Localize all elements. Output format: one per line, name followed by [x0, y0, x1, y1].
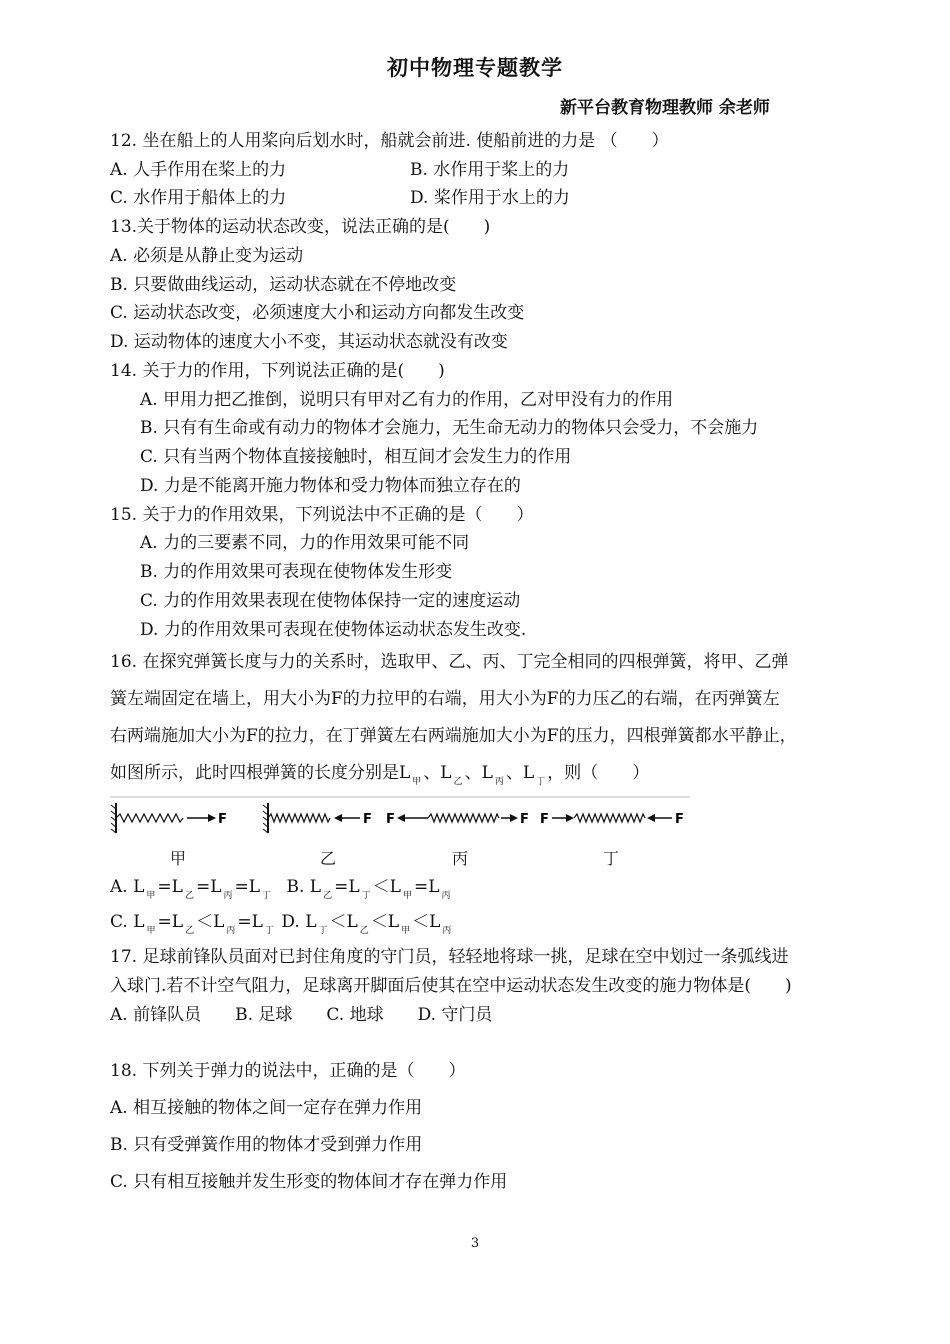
q16-option-b: B. L	[286, 877, 322, 897]
q16-option-a: A. L	[110, 877, 145, 897]
subscript-bing: 丙	[442, 926, 452, 936]
subscript-bing: 丙	[226, 926, 236, 936]
q16-option-c: ＜L	[196, 912, 225, 932]
q13-option-c: C. 运动状态改变，必须速度大小和运动方向都发生改变	[110, 303, 525, 323]
q16-options-cd	[110, 911, 453, 936]
figure-label-jia: 甲	[170, 849, 187, 868]
q15-option-c: C. 力的作用效果表现在使物体保持一定的速度运动	[140, 591, 521, 611]
q16-option-c: =L	[237, 912, 263, 932]
spring-coil	[574, 814, 645, 822]
force-label: F	[520, 812, 529, 827]
q16-line-4-text: ，则（ ）	[547, 763, 650, 783]
q18-option-c: C. 只有相互接触并发生形变的物体间才存在弹力作用	[110, 1172, 508, 1192]
q16-option-b: ＜L	[372, 877, 401, 897]
figure-label-bing: 丙	[452, 849, 469, 868]
q13-option-a: A. 必须是从静止变为运动	[110, 246, 304, 266]
q13-stem: 13.关于物体的运动状态改变，说法正确的是( )	[110, 217, 491, 237]
q16-option-d: ＜L	[412, 912, 441, 932]
spring-coil	[268, 814, 330, 822]
q13-option-b: B. 只要做曲线运动，运动状态就在不停地改变	[110, 275, 457, 295]
subscript-ding: 丁	[262, 891, 272, 901]
q16-line-4-text: 如图所示，此时四根弹簧的长度分别是L	[110, 763, 411, 783]
q12-option-c: C. 水作用于船体上的力	[110, 188, 287, 208]
subscript-ding: 丁	[264, 926, 274, 936]
q18-option-b: B. 只有受弹簧作用的物体才受到弹力作用	[110, 1135, 423, 1155]
q14-option-a: A. 甲用力把乙推倒，说明只有甲对乙有力的作用，乙对甲没有力的作用	[140, 390, 674, 410]
subscript-yi: 乙	[453, 777, 463, 787]
spring-yi	[263, 803, 372, 833]
q17-line-2: 入球门.若不计空气阻力，足球离开脚面后使其在空中运动状态发生改变的施力物体是( )	[110, 976, 792, 996]
q16-option-b: =L	[334, 877, 360, 897]
spring-coil	[116, 814, 183, 822]
spring-jia	[111, 803, 227, 833]
q17-line-1: 17. 足球前锋队员面对已封住角度的守门员，轻轻地将球一挑，足球在空中划过一条弧线进	[110, 947, 789, 967]
q16-options-ab	[110, 876, 453, 901]
arrow-head	[647, 814, 655, 822]
q16-line-2: 簧左端固定在墙上，用大小为F的力拉甲的右端，用大小为F的力压乙的右端，在丙弹簧左	[110, 689, 780, 709]
subscript-yi: 乙	[359, 926, 369, 936]
q16-option-a: =L	[195, 877, 222, 897]
q16-line-4-text: 、L	[423, 763, 452, 783]
q16-option-b: =L	[413, 877, 440, 897]
spring-ding	[540, 812, 684, 827]
q16-line-4-text: 、L	[464, 763, 493, 783]
q12-stem: 12. 坐在船上的人用桨向后划水时，船就会前进. 使船前进的力是 （ ）	[110, 131, 669, 151]
subscript-jia: 甲	[401, 926, 411, 936]
subscript-ding: 丁	[361, 891, 371, 901]
q16-option-c: C. L	[110, 912, 145, 932]
q16-option-d: ＜L	[370, 912, 400, 932]
force-label: F	[218, 812, 227, 827]
subscript-jia: 甲	[146, 891, 156, 901]
spring-coil	[428, 814, 499, 822]
force-label: F	[675, 812, 684, 827]
q16-option-a: =L	[234, 877, 261, 897]
subscript-jia: 甲	[146, 926, 156, 936]
q12-option-b: B. 水作用于桨上的力	[410, 160, 570, 180]
q16-line-3: 右两端施加大小为F的拉力，在丁弹簧左右两端施加大小为F的压力，四根弹簧都水平静止，	[110, 726, 797, 746]
arrow-head	[510, 814, 518, 822]
arrow-head	[208, 814, 216, 822]
q18-option-a: A. 相互接触的物体之间一定存在弹力作用	[110, 1098, 423, 1118]
subscript-ding: 丁	[318, 926, 328, 936]
figure-label-ding: 丁	[603, 849, 620, 868]
figure-label-yi: 乙	[320, 849, 337, 868]
page-number: 3	[470, 1236, 480, 1251]
q16-line-4	[110, 762, 649, 787]
arrow-head	[397, 814, 405, 822]
q16-option-d: D. L	[281, 912, 317, 932]
q14-option-d: D. 力是不能离开施力物体和受力物体而独立存在的	[140, 476, 521, 496]
q14-option-b: B. 只有有生命或有动力的物体才会施力，无生命无动力的物体只会受力，不会施力	[140, 418, 759, 438]
subscript-yi: 乙	[185, 926, 195, 936]
q16-option-a: =L	[157, 877, 183, 897]
springs-figure	[110, 795, 690, 840]
q14-option-c: C. 只有当两个物体直接接触时，相互间才会发生力的作用	[140, 447, 572, 467]
q17-options: A. 前锋队员 B. 足球 C. 地球 D. 守门员	[110, 1005, 493, 1025]
force-label: F	[540, 812, 549, 827]
subscript-bing: 丙	[223, 891, 233, 901]
q15-stem: 15. 关于力的作用效果，下列说法中不正确的是（ ）	[110, 505, 534, 525]
subscript-ding: 丁	[536, 777, 546, 787]
subscript-jia: 甲	[412, 777, 422, 787]
q16-option-d: ＜L	[329, 912, 358, 932]
subscript-yi: 乙	[184, 891, 194, 901]
q15-option-a: A. 力的三要素不同，力的作用效果可能不同	[140, 533, 470, 553]
subscript-jia: 甲	[402, 891, 412, 901]
subscript-yi: 乙	[323, 891, 333, 901]
q12-option-d: D. 桨作用于水上的力	[410, 188, 570, 208]
q15-option-b: B. 力的作用效果可表现在使物体发生形变	[140, 562, 453, 582]
spring-bing	[386, 812, 529, 827]
page-title: 初中物理专题教学	[387, 56, 563, 80]
q16-line-4-text: 、L	[505, 763, 535, 783]
q12-options-cd	[110, 187, 570, 209]
force-label: F	[363, 812, 372, 827]
force-label: F	[386, 812, 395, 827]
subscript-bing: 丙	[441, 891, 451, 901]
q12-option-a: A. 人手作用在桨上的力	[110, 160, 287, 180]
q18-stem: 18. 下列关于弹力的说法中，正确的是（ ）	[110, 1061, 466, 1081]
arrow-head	[566, 814, 574, 822]
author-line: 新平台教育物理教师 余老师	[560, 98, 770, 118]
q16-option-c: =L	[157, 912, 184, 932]
arrow-head	[334, 814, 342, 822]
q16-line-1: 16. 在探究弹簧长度与力的关系时，选取甲、乙、丙、丁完全相同的四根弹簧，将甲、乙弹	[110, 652, 789, 672]
q12-options-ab	[110, 159, 570, 181]
q15-option-d: D. 力的作用效果可表现在使物体运动状态发生改变.	[140, 620, 527, 640]
subscript-bing: 丙	[494, 777, 504, 787]
q14-stem: 14. 关于力的作用，下列说法正确的是( )	[110, 361, 445, 381]
q13-option-d: D. 运动物体的速度大小不变，其运动状态就没有改变	[110, 332, 508, 352]
